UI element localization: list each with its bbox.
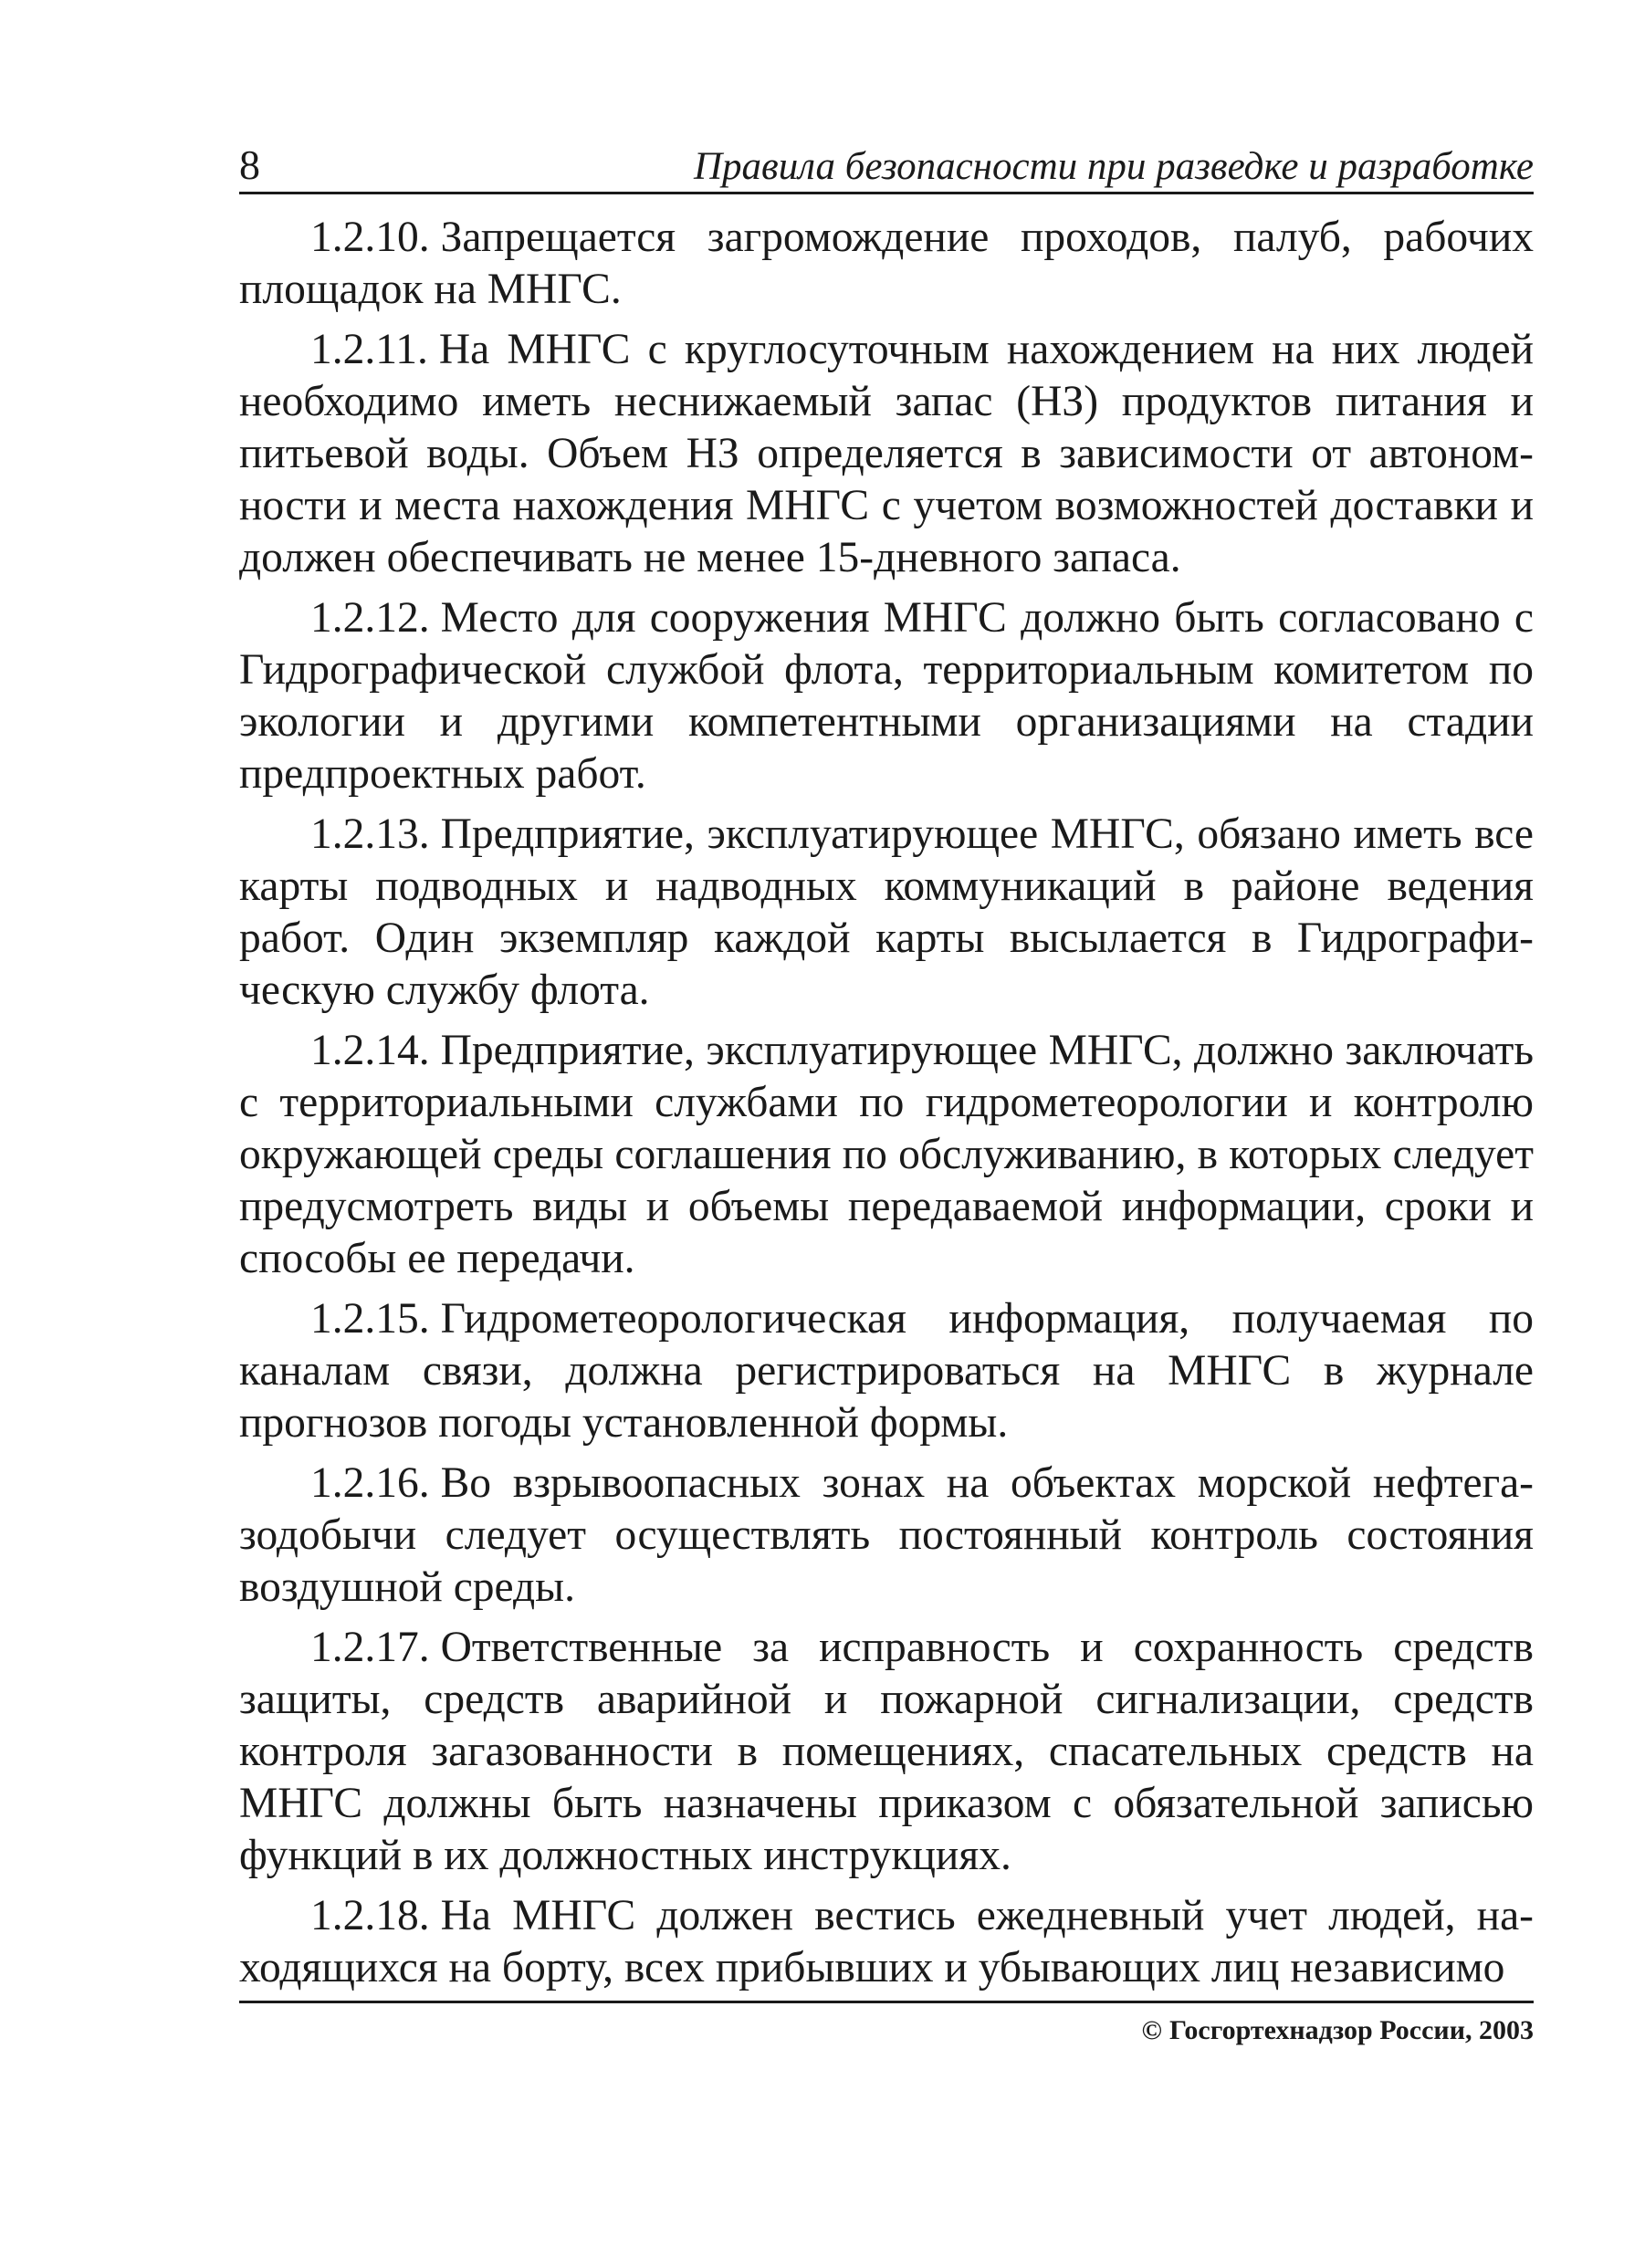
clause-1-2-10 bbox=[239, 212, 1534, 316]
copyright-notice bbox=[1142, 2017, 1534, 2044]
page-number: 8 bbox=[239, 141, 260, 188]
clause-number: 1.2.18. bbox=[310, 1892, 430, 1939]
clause-1-2-17 bbox=[239, 1622, 1534, 1882]
body-text bbox=[239, 212, 1534, 2002]
clause-number: 1.2.12. bbox=[310, 594, 430, 642]
clause-1-2-14 bbox=[239, 1025, 1534, 1285]
clause-number: 1.2.10. bbox=[310, 214, 430, 261]
clause-1-2-13 bbox=[239, 809, 1534, 1017]
clause-1-2-15 bbox=[239, 1293, 1534, 1449]
clause-text: На МНГС с круглосуточным нахождением на них людей необходимо иметь неснижаемый запас (НЗ) продуктов питания и питьевой воды. Объем НЗ определяется в зависимости от автономности и места нахождения МНГС с учетом возможностей доставки и должен обеспечивать не менее 15-дневного запаса. bbox=[239, 326, 1534, 581]
clause-1-2-11 bbox=[239, 324, 1534, 584]
clause-number: 1.2.14. bbox=[310, 1027, 430, 1074]
clause-1-2-16 bbox=[239, 1458, 1534, 1614]
clause-1-2-12 bbox=[239, 592, 1534, 800]
clause-number: 1.2.15. bbox=[310, 1295, 430, 1343]
clause-text: Гидрометеорологическая информация, получаемая по каналам связи, должна регистрироваться на МНГС в журнале прогнозов погоды установленной формы. bbox=[239, 1295, 1534, 1447]
clause-text: Предприятие, эксплуатирующее МНГС, обязано иметь все карты подводных и надводных коммуникаций в районе ведения работ. Один экземпляр каждой карты высылается в Гидрографическую службу флота. bbox=[239, 810, 1534, 1014]
copyright-icon: © bbox=[1141, 2015, 1162, 2045]
page-header bbox=[239, 137, 1534, 194]
clause-number: 1.2.17. bbox=[310, 1624, 430, 1671]
clause-text: Ответственные за исправность и сохранность средств защиты, средств аварийной и пожарной сигнализации, средств контроля загазованности в помещениях, спасательных средств на МНГС должны быть назначены приказом с обязательной записью функций в их должностных инструкциях. bbox=[239, 1624, 1534, 1879]
clause-text: Запрещается загромождение проходов, палуб, рабочих площадок на МНГС. bbox=[239, 214, 1534, 313]
copyright-text: Госгортехнадзор России, 2003 bbox=[1168, 2015, 1534, 2045]
clause-text: На МНГС должен вестись ежедневный учет людей, находящихся на борту, всех прибывших и убывающих лиц независимо bbox=[239, 1892, 1534, 1991]
clause-number: 1.2.16. bbox=[310, 1459, 430, 1507]
clause-number: 1.2.11. bbox=[310, 326, 428, 373]
clause-text: Место для сооружения МНГС должно быть согласовано с Гидрографической службой флота, территориальным комитетом по экологии и другими компетентными организациями на стадии предпроектных работ. bbox=[239, 594, 1534, 798]
clause-text: Во взрывоопасных зонах на объектах морской нефтегазодобычи следует осуществлять постоянный контроль состояния воздушной среды. bbox=[239, 1459, 1534, 1611]
clause-text: Предприятие, эксплуатирующее МНГС, должно заключать с территориальными службами по гидрометеорологии и контролю окружающей среды соглашения по обслуживанию, в которых следует предусмотреть виды и объемы передаваемой информации, сроки и способы ее передачи. bbox=[239, 1027, 1534, 1282]
clause-number: 1.2.13. bbox=[310, 810, 430, 858]
running-title: Правила безопасности при разведке и разработке bbox=[693, 145, 1534, 188]
clause-1-2-18 bbox=[239, 1890, 1534, 1994]
footer-divider bbox=[239, 2001, 1534, 2003]
